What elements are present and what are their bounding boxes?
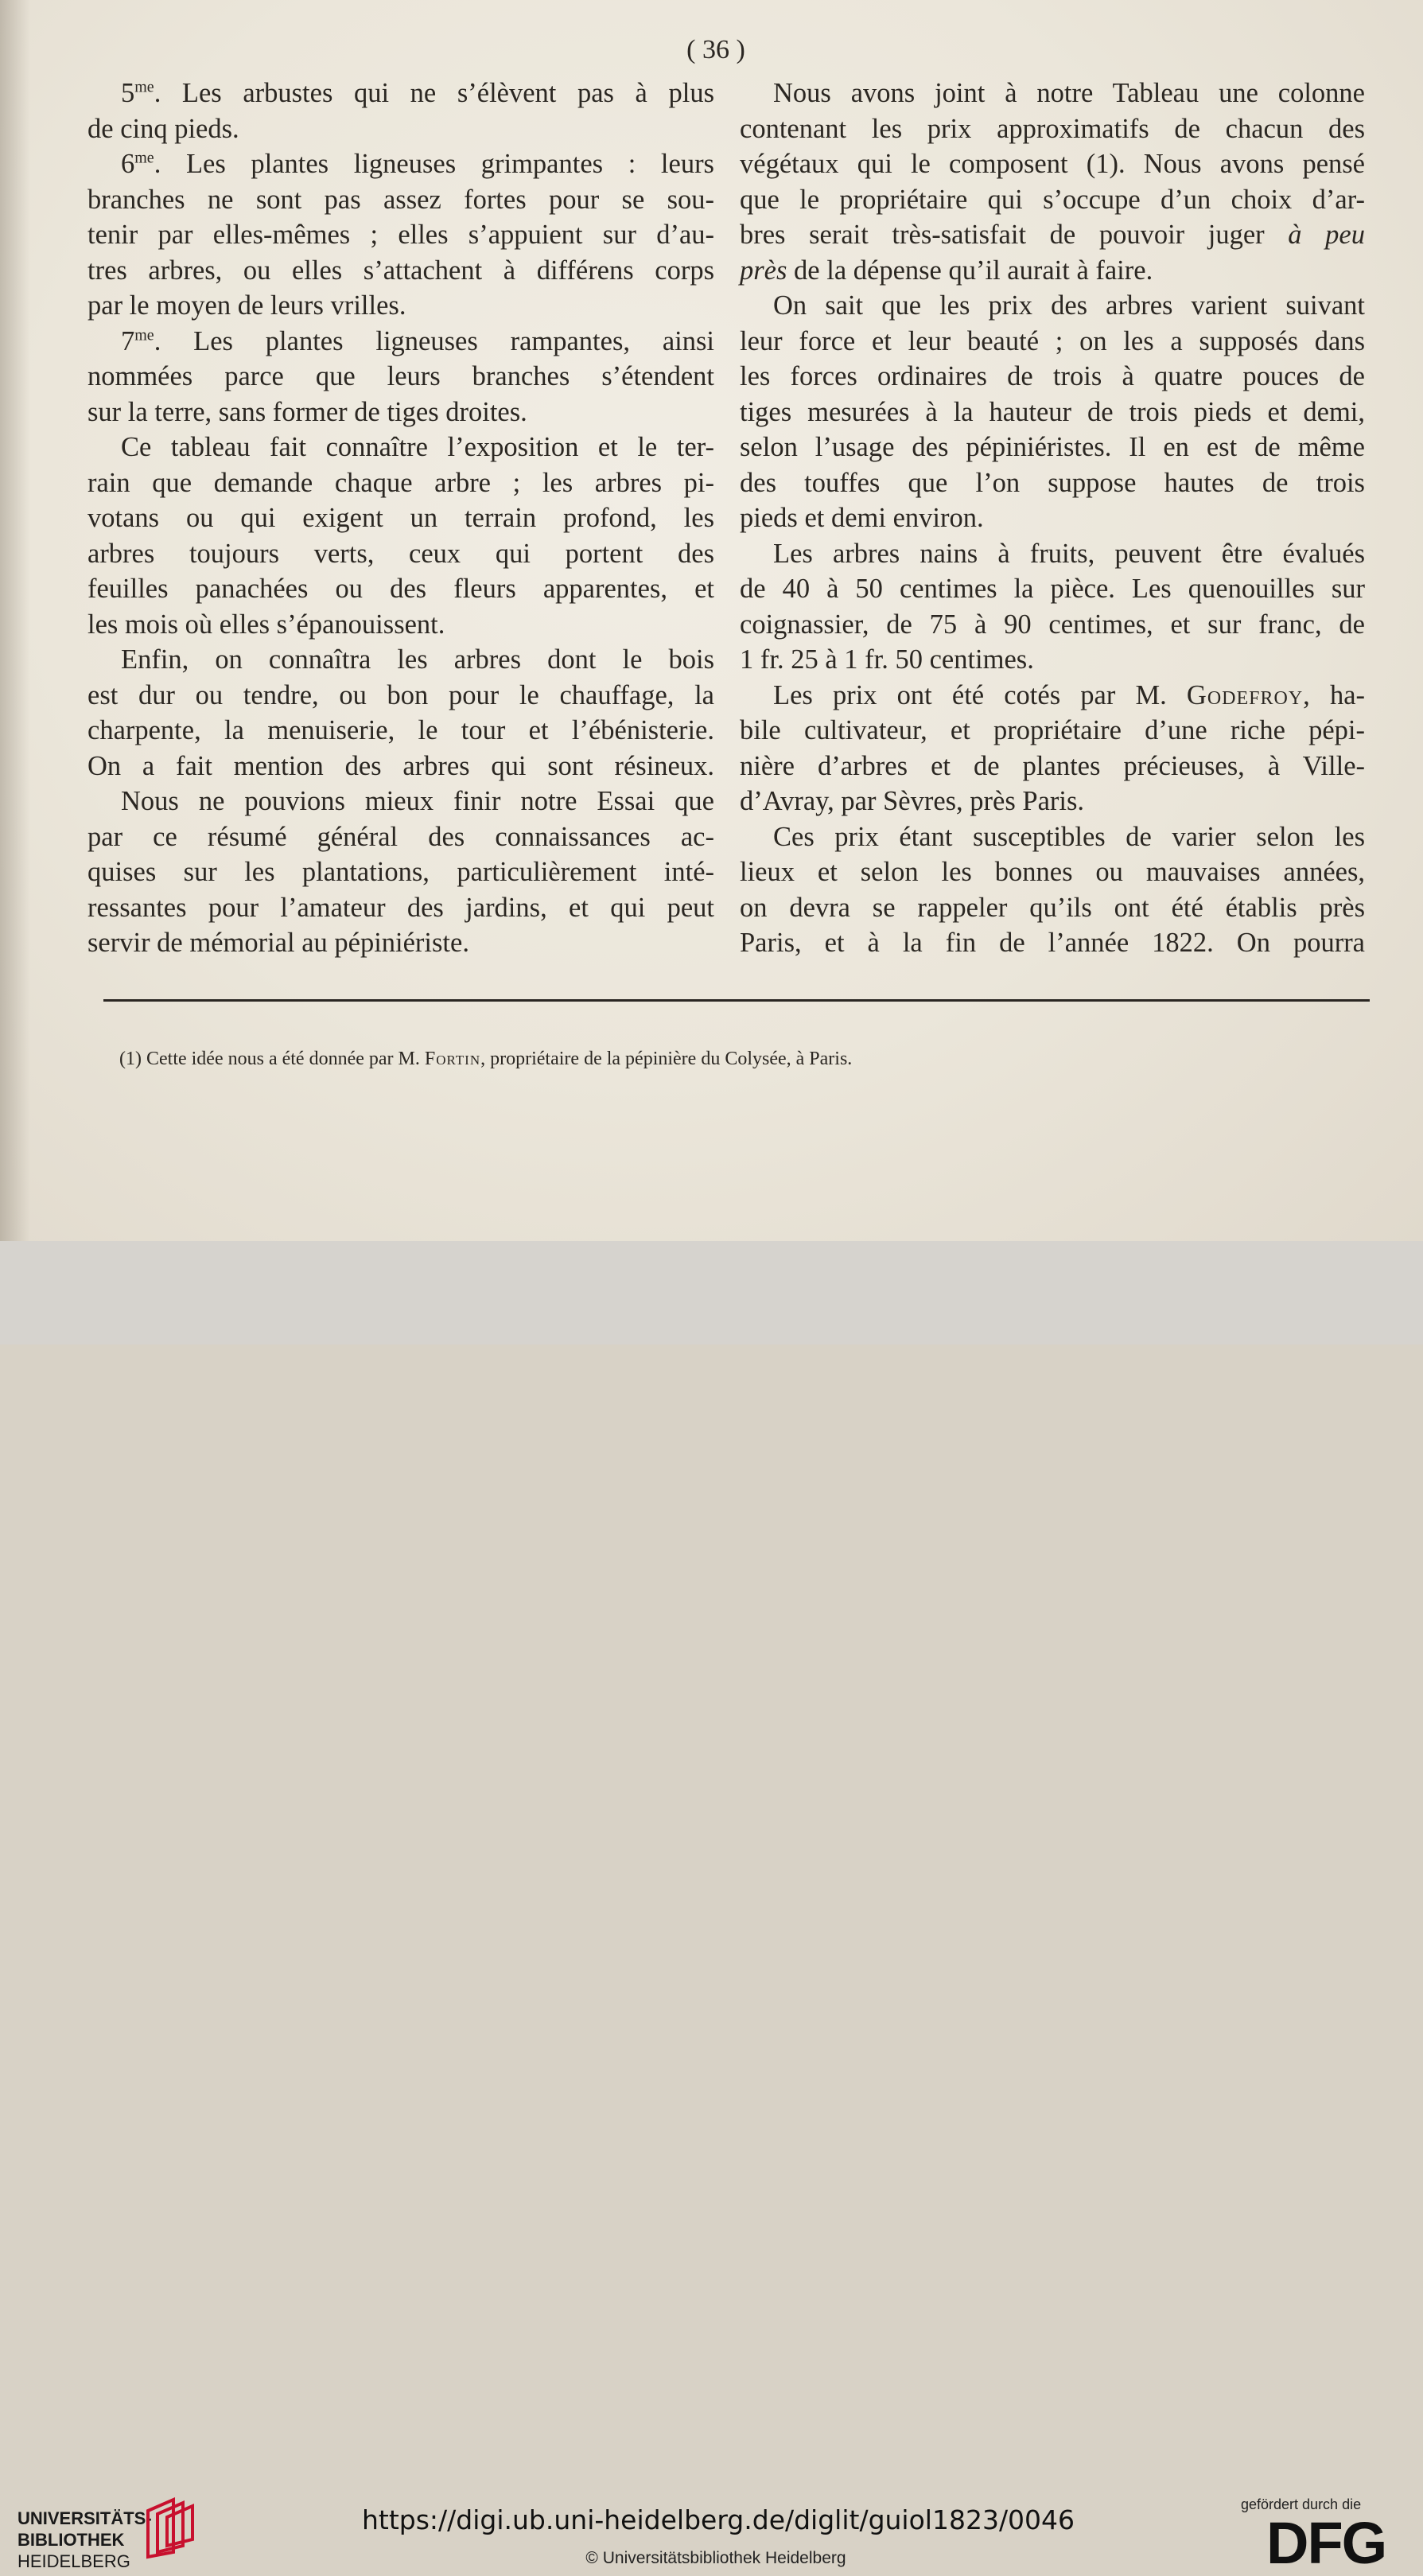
text-line [87,182,714,218]
text-line [740,465,1365,501]
text-run: des touffes que l’on suppose hautes de trois [740,467,1365,498]
text-run: , ha- [1303,679,1365,710]
text-run: selon l’usage des pépiniéristes. Il en est de même [740,432,1365,462]
footnote [119,1049,1312,1070]
text-line [87,749,714,784]
text-line [87,288,714,324]
text-run: tiges mesurées à la hauteur de trois pieds et demi, [740,396,1365,427]
text-run: bile cultivateur, et propriétaire d’une riche pépi- [740,715,1365,745]
text-run: les forces ordinaires de trois à quatre pouces de [740,361,1365,391]
text-line [740,784,1365,819]
text-line [740,713,1365,749]
text-run: est dur ou tendre, ou bon pour le chauffage, la [87,679,714,710]
text-run: par ce résumé général des connaissances ac- [87,821,714,852]
text-line [87,395,714,430]
text-run: Ces prix étant susceptibles de varier selon les [773,821,1365,852]
text-line [87,430,714,465]
small-caps-name: Godefroy [1186,679,1304,710]
text-line [87,111,714,147]
text-run: par le moyen de leurs vrilles. [87,290,406,321]
text-line [740,217,1365,253]
text-run: 1 fr. 25 à 1 fr. 50 centimes. [740,644,1034,675]
text-line [740,76,1365,111]
text-line [87,536,714,572]
text-run: rain que demande chaque arbre ; les arbres pi- [87,467,714,498]
text-run: . Les arbustes qui ne s’élèvent pas à plus [154,78,714,108]
text-line [87,678,714,714]
text-line [740,430,1365,465]
text-run: On sait que les prix des arbres varient suivant [773,290,1365,321]
text-line [740,819,1365,855]
text-run: quises sur les plantations, particulièrement inté- [87,857,714,887]
library-name-line1: UNIVERSITÄTS- [17,2508,152,2528]
italic-text: près [740,255,787,286]
text-run: Nous avons joint à notre Tableau une colonne [773,78,1365,108]
text-line [87,854,714,890]
text-line [740,536,1365,572]
small-caps-name: Fortin [424,1049,481,1069]
text-run: votans ou qui exigent un terrain profond, les [87,503,714,533]
text-line [740,854,1365,890]
ub-heidelberg-logo-icon [142,2496,199,2560]
text-run: ressantes pour l’amateur des jardins, et qui peut [87,892,714,923]
text-run: Paris, et à la fin de l’année 1822. On pourra [740,928,1365,958]
text-line [87,713,714,749]
text-run: lieux et selon les bonnes ou mauvaises années, [740,857,1365,887]
scanned-page [0,0,1423,1241]
text-line [740,395,1365,430]
text-run: tres arbres, ou elles s’attachent à différens corps [87,255,714,286]
text-run: 5 [121,78,135,108]
text-run: arbres toujours verts, ceux qui portent des [87,538,714,569]
text-run: les mois où elles s’épanouissent. [87,609,445,640]
library-name[interactable] [17,2508,152,2572]
text-run: pieds et demi environ. [740,503,984,533]
left-text-column [87,76,714,961]
text-line [740,288,1365,324]
text-line [740,642,1365,678]
text-run: 6 [121,149,135,179]
dfg-logo-icon[interactable]: DFG [1266,2510,1386,2576]
text-run: Ce tableau fait connaître l’exposition et le ter- [121,432,714,462]
text-line [740,146,1365,182]
page-number: ( 36 ) [686,35,745,64]
text-run: . Les plantes ligneuses grimpantes : leurs [154,149,714,179]
text-run: on devra se rappeler qu’ils ont été établis près [740,892,1365,923]
footnote-rule [103,999,1370,1002]
superscript: me [134,326,154,344]
text-line [740,571,1365,607]
text-line [87,819,714,855]
text-run: contenant les prix approximatifs de chacun des [740,113,1365,144]
text-line [740,925,1365,961]
text-run: de la dépense qu’il aurait à faire. [787,255,1153,286]
text-run: , propriétaire de la pépinière du Colysée, à Paris. [480,1049,853,1069]
text-run: Nous ne pouvions mieux finir notre Essai que [121,786,714,816]
text-line [87,784,714,819]
text-run: que le propriétaire qui s’occupe d’un choix d’ar- [740,184,1365,215]
text-run: 7 [121,325,135,356]
text-line [87,146,714,182]
library-name-line2: BIBLIOTHEK [17,2530,125,2550]
right-text-column [740,76,1365,961]
text-run: feuilles panachées ou des fleurs apparentes, et [87,574,714,604]
text-run: branches ne sont pas assez fortes pour se sou- [87,184,714,215]
text-run: . Les plantes ligneuses rampantes, ainsi [154,325,714,356]
funder-label: gefördert durch die [1241,2496,1362,2512]
permalink-url[interactable]: https://digi.ub.uni-heidelberg.de/diglit/guiol1823/0046 [362,2504,1075,2535]
text-line [740,324,1365,360]
text-run: (1) Cette idée nous a été donnée par M. [119,1049,425,1069]
text-line [87,359,714,395]
text-run: charpente, la menuiserie, le tour et l’ébénisterie. [87,715,714,745]
text-line [87,571,714,607]
italic-text: à peu [1288,220,1365,250]
text-line [87,324,714,360]
text-run: coignassier, de 75 à 90 centimes, et sur franc, de [740,609,1365,640]
text-line [740,111,1365,147]
text-run: servir de mémorial au pépiniériste. [87,928,469,958]
text-run: bres serait très-satisfait de pouvoir juger [740,220,1289,250]
text-run: leur force et leur beauté ; on les a supposés dans [740,325,1365,356]
copyright-notice: © Universitätsbibliothek Heidelberg [585,2549,846,2567]
library-name-line3: HEIDELBERG [17,2551,130,2571]
text-line [87,607,714,643]
text-line [87,500,714,536]
text-line [740,182,1365,218]
superscript: me [134,78,154,96]
text-run: On a fait mention des arbres qui sont résineux. [87,750,714,781]
text-run: Les arbres nains à fruits, peuvent être évalués [773,538,1365,569]
text-line [740,359,1365,395]
text-line [740,253,1365,289]
page-edge-shadow [0,0,30,1241]
text-run: d’Avray, par Sèvres, près Paris. [740,786,1085,816]
text-line [87,642,714,678]
text-run: végétaux qui le composent (1). Nous avons pensé [740,149,1365,179]
text-run: tenir par elles-mêmes ; elles s’appuient sur d’au- [87,220,714,250]
text-line [87,890,714,926]
text-line [87,925,714,961]
text-line [740,890,1365,926]
text-line [740,749,1365,784]
text-run: nière d’arbres et de plantes précieuses, à Ville- [740,750,1365,781]
text-line [740,500,1365,536]
text-run: sur la terre, sans former de tiges droites. [87,396,527,427]
viewer-footer [0,1241,1423,2576]
text-run: de cinq pieds. [87,113,239,144]
text-line [87,217,714,253]
text-line [87,76,714,111]
text-line [87,253,714,289]
text-line [740,678,1365,714]
superscript: me [134,149,154,167]
text-run: Les prix ont été cotés par M. [773,679,1187,710]
text-run: de 40 à 50 centimes la pièce. Les quenouilles sur [740,574,1365,604]
text-run: Enfin, on connaîtra les arbres dont le bois [121,644,714,675]
text-run: nommées parce que leurs branches s’étendent [87,361,714,391]
text-line [740,607,1365,643]
text-line [87,465,714,501]
